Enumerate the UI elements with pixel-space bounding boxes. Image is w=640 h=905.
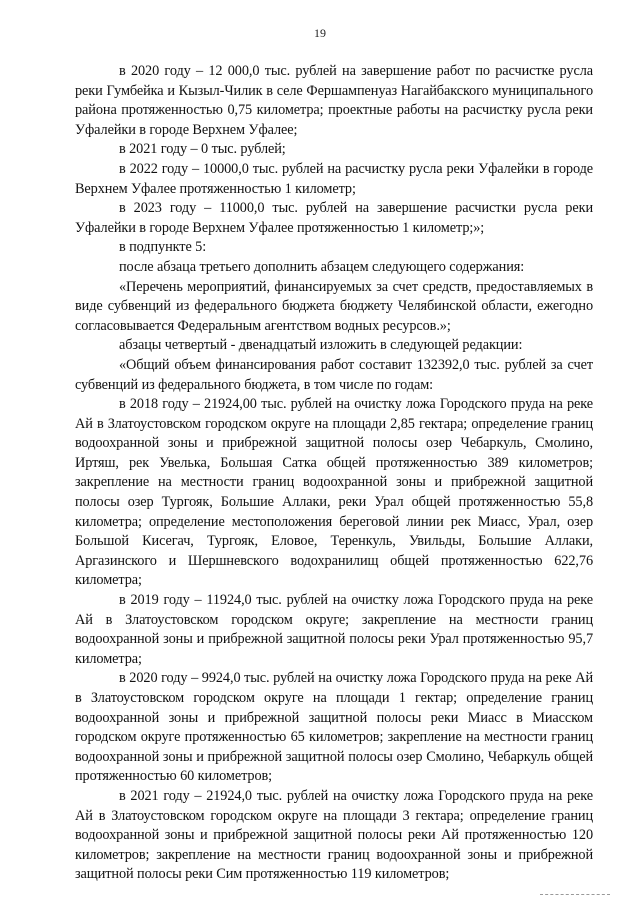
paragraph: в 2023 году – 11000,0 тыс. рублей на завершение расчистки русла реки Уфалейки в городе Верхнем Уфалее протяженностью 1 километр;»; (75, 200, 593, 236)
page-number: 19 (314, 26, 326, 40)
paragraph: «Перечень мероприятий, финансируемых за счет средств, предоставляемых в виде субвенций из федерального бюджета бюджету Челябинской области, ежегодно согласовывается Федеральным агентством водных ресурсов.»; (75, 278, 593, 334)
paragraph: абзацы четвертый - двенадцатый изложить в следующей редакции: (119, 337, 523, 354)
paragraph: в 2022 году – 10000,0 тыс. рублей на расчистку русла реки Уфалейки в городе Верхнем Уфалее протяженностью 1 километр; (75, 160, 593, 197)
paragraph: в подпункте 5: (119, 239, 207, 256)
paragraph: в 2020 году – 12 000,0 тыс. рублей на завершение работ по расчистке русла реки Гумбейка и Кызыл-Чилик в селе Фершампенуаз Нагайбакского муниципального района протяженностью 0,75 километра; проектные работы на расчистку русла реки Уфалейки в городе Верхнем Уфалее; (75, 63, 593, 138)
document-body (75, 62, 593, 885)
paragraph: в 2021 году – 0 тыс. рублей; (119, 141, 286, 158)
paragraph: в 2018 году – 21924,00 тыс. рублей на очистку ложа Городского пруда на реке Ай в Златоустовском городском округе на площади 2,85 гектара; определение границ водоохранной зоны и прибрежной защитной полосы озер Чебаркуль, Смолино, Иртяш, рек Увелька, Большая Сатка общей протяженностью 389 километров; закрепление на местности границ водоохранной зоны и прибрежной защитной полосы озер Тургояк, Большие Аллаки, реки Урал общей протяженностью 55,8 километра; определение местоположения береговой линии рек Миасс, Урал, озер Большой Кисегач, Тургояк, Еловое, Теренкуль, Увильды, Большие Аллаки, Аргазинского и Шершневского водохранилищ общей протяженностью 622,76 километра; (75, 396, 593, 589)
footer-rule (540, 894, 610, 895)
paragraph: в 2021 году – 21924,0 тыс. рублей на очистку ложа Городского пруда на реке Ай в Златоустовском городском округе на площади 3 гектара; определение границ водоохранной зоны и прибрежной защитной полосы реки Ай протяженностью 120 километров; закрепление на местности границ водоохранной зоны и прибрежной защитной полосы реки Сим протяженностью 119 километров; (75, 787, 593, 883)
paragraph: после абзаца третьего дополнить абзацем следующего содержания: (119, 258, 525, 275)
paragraph: в 2019 году – 11924,0 тыс. рублей на очистку ложа Городского пруда на реке Ай в Златоустовском городском округе; закрепление на местности границ водоохранной зоны и прибрежной защитной полосы реки Урал протяженностью 95,7 километра; (75, 592, 593, 667)
paragraph: «Общий объем финансирования работ составит 132392,0 тыс. рублей за счет субвенций из федерального бюджета, в том числе по годам: (75, 356, 593, 393)
paragraph: в 2020 году – 9924,0 тыс. рублей на очистку ложа Городского пруда на реке Ай в Златоустовском городском округе на площади 1 гектар; определение границ водоохранной зоны и прибрежной защитной полосы реки Миасс в Миасском городском округе протяженностью 65 километров; закрепление на местности границ водоохранной зоны и прибрежной защитной полосы озер Смолино, Чебаркуль общей протяженностью 60 километров; (75, 670, 593, 785)
